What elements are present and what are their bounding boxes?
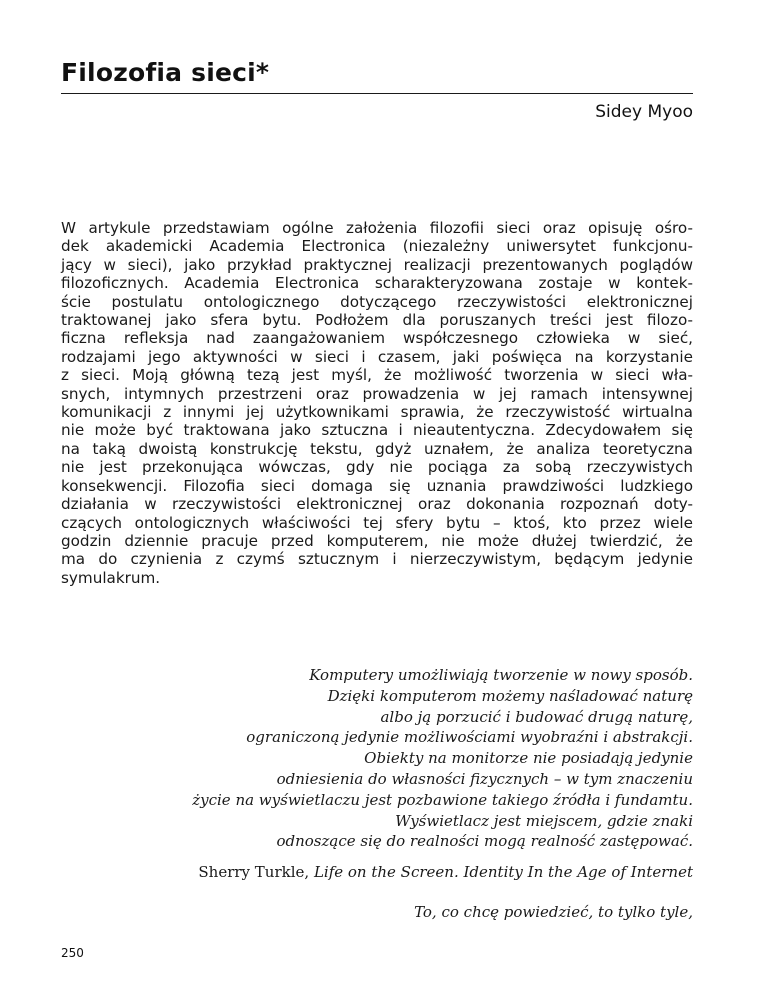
source-author: Sherry Turkle, <box>198 863 314 881</box>
epigraph-line: odnoszące się do realności mogą realność zastępować. <box>276 832 693 851</box>
abstract-line: jący w sieci), jako przykład praktycznej realizacji prezentowanych poglądów <box>61 255 693 274</box>
abstract-line: godzin dziennie pracuje przed komputerem, nie może dłużej twierdzić, że <box>61 531 693 550</box>
abstract-line: na taką dwoistą konstrukcję tekstu, gdyż uznałem, że analiza teoretyczna <box>61 439 693 458</box>
epigraph-source <box>198 862 693 882</box>
epigraph-line: ograniczoną jedynie możliwościami wyobraźni i abstrakcji. <box>246 728 693 747</box>
epigraph-line: odniesienia do własności fizycznych – w tym znaczeniu <box>276 769 693 788</box>
abstract-line: dek akademicki Academia Electronica (niezależny uniwersytet funkcjonu- <box>61 237 693 256</box>
abstract-line: filozoficznych. Academia Electronica scharakteryzowana zostaje w kontek- <box>61 274 693 293</box>
second-epigraph-line: To, co chcę powiedzieć, to tylko tyle, <box>414 903 693 921</box>
abstract-line: ście postulatu ontologicznego dotyczącego rzeczywistości elektronicznej <box>61 292 693 311</box>
abstract-line: nie jest przekonująca wówczas, gdy nie pociąga za sobą rzeczywistych <box>61 458 693 477</box>
epigraph-line: albo ją porzucić i budować drugą naturę, <box>380 707 693 726</box>
epigraph-line: Komputery umożliwiają tworzenie w nowy sposób. <box>309 666 693 684</box>
abstract-line: czących ontologicznych właściwości tej sfery bytu – ktoś, kto przez wiele <box>61 513 693 532</box>
abstract-line: nie może być traktowana jako sztuczna i nieautentyczna. Zdecydowałem się <box>61 421 693 440</box>
abstract-paragraph <box>61 219 693 587</box>
abstract-line: symulakrum. <box>61 568 161 587</box>
page-number: 250 <box>61 946 84 960</box>
source-book-title: Life on the Screen. Identity In the Age of Internet <box>313 863 693 881</box>
author-name: Sidey Myoo <box>595 102 693 122</box>
abstract-line: komunikacji z innymi jej użytkownikami sprawia, że rzeczywistość wirtualna <box>61 403 693 422</box>
abstract-line: W artykule przedstawiam ogólne założenia filozofii sieci oraz opisuję ośro- <box>61 219 693 237</box>
abstract-line: rodzajami jego aktywności w sieci i czasem, jaki poświęca na korzystanie <box>61 347 693 366</box>
abstract-line: konsekwencji. Filozofia sieci domaga się uznania prawdziwości ludzkiego <box>61 476 693 495</box>
abstract-line: snych, intymnych przestrzeni oraz prowadzenia w jej ramach intensywnej <box>61 384 693 403</box>
article-title: Filozofia sieci* <box>61 58 270 87</box>
epigraph-quote <box>73 665 693 852</box>
abstract-line: z sieci. Moją główną tezą jest myśl, że możliwość tworzenia w sieci wła- <box>61 366 693 385</box>
epigraph-line: Dzięki komputerom możemy naśladować naturę <box>327 686 693 705</box>
abstract-line: działania w rzeczywistości elektronicznej oraz dokonania rozpoznań doty- <box>61 495 693 514</box>
epigraph-line: Obiekty na monitorze nie posiadają jedynie <box>364 749 693 768</box>
title-rule <box>61 93 693 94</box>
abstract-line: ficzna refleksja nad zaangażowaniem współczesnego człowieka w sieć, <box>61 329 693 348</box>
epigraph-line: życie na wyświetlaczu jest pozbawione takiego źródła i fundamtu. <box>192 790 693 809</box>
abstract-line: traktowanej jako sfera bytu. Podłożem dla poruszanych treści jest filozo- <box>61 311 693 330</box>
abstract-line: ma do czynienia z czymś sztucznym i nierzeczywistym, będącym jedynie <box>61 550 693 569</box>
epigraph-line: Wyświetlacz jest miejscem, gdzie znaki <box>395 811 693 830</box>
